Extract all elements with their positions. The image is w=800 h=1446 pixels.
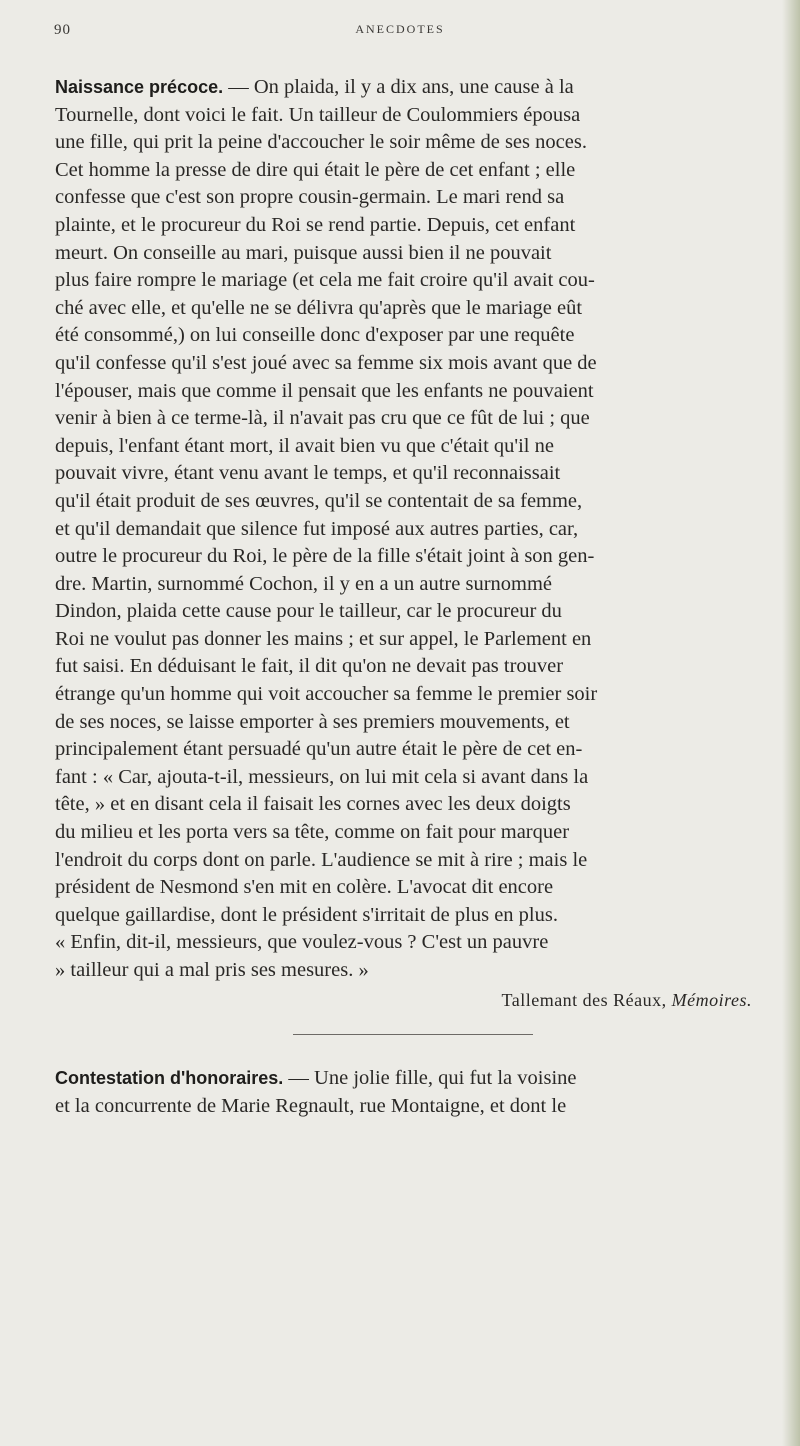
line-text: ché avec elle, et qu'elle ne se délivra qu'après que le mariage eût	[55, 296, 583, 319]
text-line	[55, 709, 770, 737]
text-line	[55, 902, 770, 930]
line-text: Roi ne voulut pas donner les mains ; et sur appel, le Parlement en	[55, 627, 592, 650]
line-text: l'endroit du corps dont on parle. L'audience se mit à rire ; mais le	[55, 848, 588, 871]
text-line	[55, 543, 770, 571]
line-text: — On plaida, il y a dix ans, une cause à la	[223, 76, 574, 98]
line-text: tête, » et en disant cela il faisait les cornes avec les deux doigts	[55, 793, 571, 816]
text-line	[55, 322, 770, 350]
body-text	[55, 74, 770, 1120]
line-text: depuis, l'enfant étant mort, il avait bien vu que c'était qu'il ne	[55, 434, 554, 457]
line-text: dre. Martin, surnommé Cochon, il y en a un autre surnommé	[55, 572, 553, 595]
text-line	[55, 433, 770, 461]
text-line	[55, 626, 770, 654]
text-line	[55, 295, 770, 323]
attribution	[55, 987, 770, 1015]
line-text: une fille, qui prit la peine d'accoucher le soir même de ses noces.	[55, 131, 587, 154]
text-line	[55, 929, 770, 957]
text-line	[55, 267, 770, 295]
text-line	[55, 957, 770, 985]
line-text: étrange qu'un homme qui voit accoucher sa femme le premier soir	[55, 683, 598, 706]
anecdote-paragraph	[55, 1065, 770, 1120]
text-line	[55, 184, 770, 212]
text-line	[55, 488, 770, 516]
text-line	[55, 1065, 770, 1093]
line-text: été consommé,) on lui conseille donc d'exposer par une requête	[55, 324, 575, 347]
line-text: du milieu et les porta vers sa tête, comme on fait pour marquer	[55, 821, 570, 844]
line-text: Dindon, plaida cette cause pour le tailleur, car le procureur du	[55, 600, 562, 623]
line-text: qu'il était produit de ses œuvres, qu'il se contentait de sa femme,	[55, 489, 583, 512]
text-line	[55, 1093, 770, 1121]
text-line	[55, 405, 770, 433]
section-divider	[293, 1034, 533, 1035]
attribution-author: Tallemant des Réaux,	[501, 989, 667, 1010]
text-line	[55, 157, 770, 185]
text-line	[55, 102, 770, 130]
line-text: meurt. On conseille au mari, puisque aussi bien il ne pouvait	[55, 241, 552, 264]
page-edge-shadow	[782, 0, 800, 1446]
line-text: quelque gaillardise, dont le président s'irritait de plus en plus.	[55, 903, 558, 926]
anecdote-heading: Contestation d'honoraires.	[55, 1068, 284, 1089]
line-text: Cet homme la presse de dire qui était le père de cet enfant ; elle	[55, 158, 576, 181]
text-line	[55, 874, 770, 902]
text-line	[55, 598, 770, 626]
line-text: « Enfin, dit-il, messieurs, que voulez-vous ? C'est un pauvre	[55, 931, 549, 954]
line-text: — Une jolie fille, qui fut la voisine	[283, 1067, 577, 1090]
text-line	[55, 571, 770, 599]
line-text: venir à bien à ce terme-là, il n'avait pas cru que ce fût de lui ; que	[55, 407, 590, 430]
line-text: confesse que c'est son propre cousin-germain. Le mari rend sa	[55, 186, 565, 209]
running-title: ANECDOTES	[355, 22, 445, 36]
text-line	[55, 240, 770, 268]
text-line	[55, 378, 770, 406]
line-text: l'épouser, mais que comme il pensait que les enfants ne pouvaient	[55, 379, 594, 402]
text-line	[55, 681, 770, 709]
line-text: pouvait vivre, étant venu avant le temps, et qu'il reconnaissait	[55, 462, 561, 485]
text-line	[55, 74, 770, 102]
line-text: fut saisi. En déduisant le fait, il dit qu'on ne devait pas trouver	[55, 655, 564, 678]
attribution-work: Mémoires.	[671, 989, 752, 1010]
text-line	[55, 791, 770, 819]
line-text: de ses noces, se laisse emporter à ses premiers mouvements, et	[55, 710, 570, 733]
line-text: et qu'il demandait que silence fut imposé aux autres parties, car,	[55, 517, 579, 540]
text-line	[55, 460, 770, 488]
line-text: » tailleur qui a mal pris ses mesures. »	[55, 959, 369, 981]
line-text: président de Nesmond s'en mit en colère. L'avocat dit encore	[55, 876, 554, 899]
text-line	[55, 736, 770, 764]
anecdote-heading: Naissance précoce.	[55, 77, 224, 97]
text-line	[55, 819, 770, 847]
text-line	[55, 212, 770, 240]
text-line	[55, 653, 770, 681]
line-text: fant : « Car, ajouta-t-il, messieurs, on lui mit cela si avant dans la	[55, 765, 589, 788]
text-line	[55, 129, 770, 157]
line-text: principalement étant persuadé qu'un autre était le père de cet en-	[55, 738, 583, 761]
line-text: qu'il confesse qu'il s'est joué avec sa femme six mois avant que de	[55, 351, 597, 374]
line-text: plainte, et le procureur du Roi se rend partie. Depuis, cet enfant	[55, 213, 576, 236]
line-text: plus faire rompre le mariage (et cela me fait croire qu'il avait cou-	[55, 269, 595, 292]
text-line	[55, 764, 770, 792]
text-line	[55, 350, 770, 378]
line-text: outre le procureur du Roi, le père de la fille s'était joint à son gen-	[55, 545, 595, 568]
text-line	[55, 516, 770, 544]
line-text: et la concurrente de Marie Regnault, rue Montaigne, et dont le	[55, 1094, 567, 1117]
text-line	[55, 847, 770, 875]
page-number: 90	[54, 22, 71, 38]
anecdote-paragraph	[55, 74, 770, 985]
line-text: Tournelle, dont voici le fait. Un tailleur de Coulommiers épousa	[55, 103, 581, 126]
